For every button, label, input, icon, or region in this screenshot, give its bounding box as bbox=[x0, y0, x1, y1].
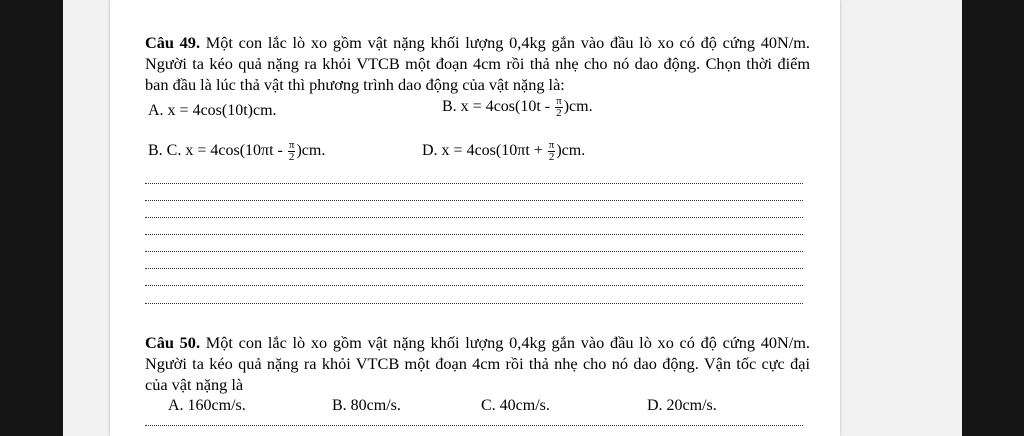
answer-line bbox=[145, 217, 803, 218]
document-page bbox=[110, 0, 840, 436]
option-49-b: B. x = 4cos(10t - $\frac{\pi}{2}$ )cm. bbox=[442, 95, 593, 119]
question-49 bbox=[145, 32, 810, 95]
answer-line bbox=[145, 285, 803, 286]
answer-line bbox=[145, 251, 803, 252]
option-49-c: B. C. x = 4cos(10πt - $\frac{\pi}{2}$ )cm. bbox=[148, 139, 326, 163]
option-50-c: C. 40cm/s. bbox=[481, 397, 550, 414]
right-dark-margin bbox=[962, 0, 1024, 436]
question-49-text: Một con lắc lò xo gồm vật nặng khối lượng 0,4kg gắn vào đầu lò xo có độ cứng 40N/m. Người ta kéo quả nặng ra khỏi VTCB một đoạn 4cm rồi thả nhẹ cho nó dao động. Chọn thời điểm ban đầu là lúc thả vật thì phương trình dao động của vật nặng là: bbox=[145, 33, 810, 94]
fraction-pi-over-2: $\frac{\pi}{2}$ bbox=[548, 139, 555, 163]
question-49-number: Câu 49. bbox=[145, 33, 201, 52]
option-49-a: A. x = 4cos(10t)cm. bbox=[148, 102, 277, 119]
answer-line bbox=[145, 183, 803, 184]
fraction-pi-over-2: $\frac{\pi}{2}$ bbox=[288, 139, 295, 163]
left-dark-margin bbox=[0, 0, 63, 436]
question-50-text: Một con lắc lò xo gồm vật nặng khối lượng 0,4kg gắn vào đầu lò xo có độ cứng 40N/m. Người ta kéo quả nặng ra khỏi VTCB một đoạn 4cm rồi thả nhẹ cho nó dao động. Vận tốc cực đại của vật nặng là bbox=[145, 333, 810, 394]
option-50-d: D. 20cm/s. bbox=[647, 397, 717, 414]
answer-line bbox=[145, 200, 803, 201]
answer-line bbox=[145, 234, 803, 235]
option-50-b: B. 80cm/s. bbox=[332, 397, 401, 414]
option-49-d: D. x = 4cos(10πt + $\frac{\pi}{2}$ )cm. bbox=[422, 139, 586, 163]
fraction-pi-over-2: $\frac{\pi}{2}$ bbox=[556, 95, 562, 119]
option-50-a: A. 160cm/s. bbox=[168, 397, 246, 414]
answer-line bbox=[145, 303, 803, 304]
answer-line bbox=[145, 268, 803, 269]
answer-line bbox=[145, 425, 803, 426]
question-50-number: Câu 50. bbox=[145, 333, 201, 352]
question-50 bbox=[145, 332, 810, 395]
